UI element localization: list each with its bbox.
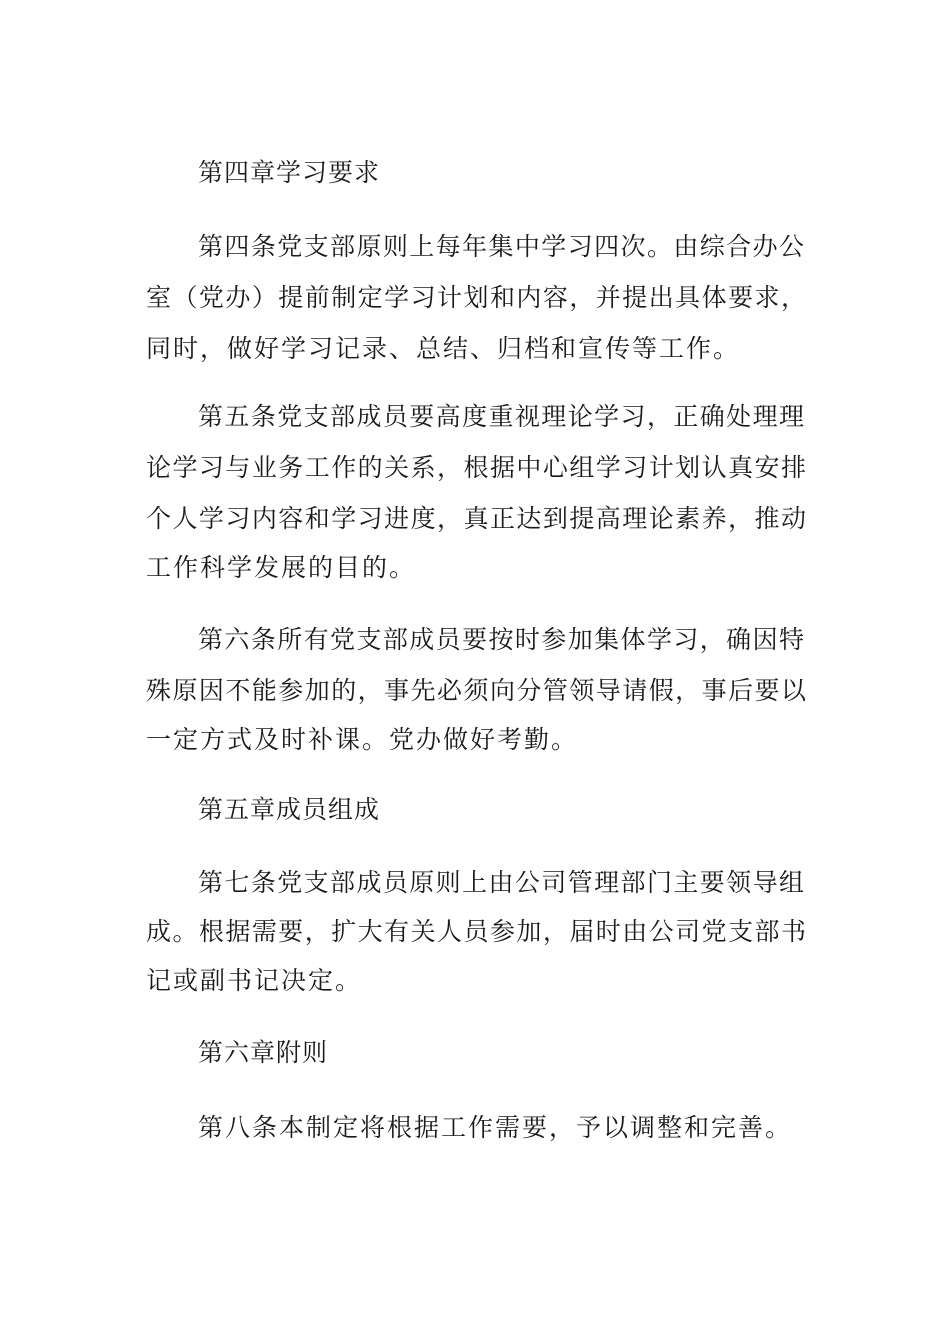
paragraph-line: 记或副书记决定。: [146, 966, 363, 995]
paragraph-line: 第四条党支部原则上每年集中学习四次。由综合办公: [198, 232, 804, 261]
paragraph-line: 室（党办）提前制定学习计划和内容，并提出具体要求，: [146, 283, 806, 312]
paragraph-line: 第八条本制定将根据工作需要，予以调整和完善。: [198, 1113, 793, 1142]
paragraph-line: 工作科学发展的目的。: [146, 553, 417, 582]
chapter-heading: 第六章附则: [198, 1038, 329, 1067]
paragraph-line: 一定方式及时补课。党办做好考勤。: [146, 725, 579, 754]
paragraph-line: 个人学习内容和学习进度，真正达到提高理论素养，推动: [146, 504, 806, 533]
paragraph-line: 第五条党支部成员要高度重视理论学习，正确处理理: [198, 402, 804, 431]
chapter-heading: 第五章成员组成: [198, 795, 381, 824]
paragraph-line: 同时，做好学习记录、总结、归档和宣传等工作。: [146, 334, 741, 363]
paragraph-line: 成。根据需要，扩大有关人员参加，届时由公司党支部书: [146, 917, 806, 946]
chapter-heading: 第四章学习要求: [198, 158, 381, 187]
paragraph-line: 殊原因不能参加的，事先必须向分管领导请假，事后要以: [146, 676, 806, 705]
paragraph-line: 第六条所有党支部成员要按时参加集体学习，确因特: [198, 625, 804, 654]
paragraph-line: 论学习与业务工作的关系，根据中心组学习计划认真安排: [146, 453, 806, 482]
paragraph-line: 第七条党支部成员原则上由公司管理部门主要领导组: [198, 868, 804, 897]
